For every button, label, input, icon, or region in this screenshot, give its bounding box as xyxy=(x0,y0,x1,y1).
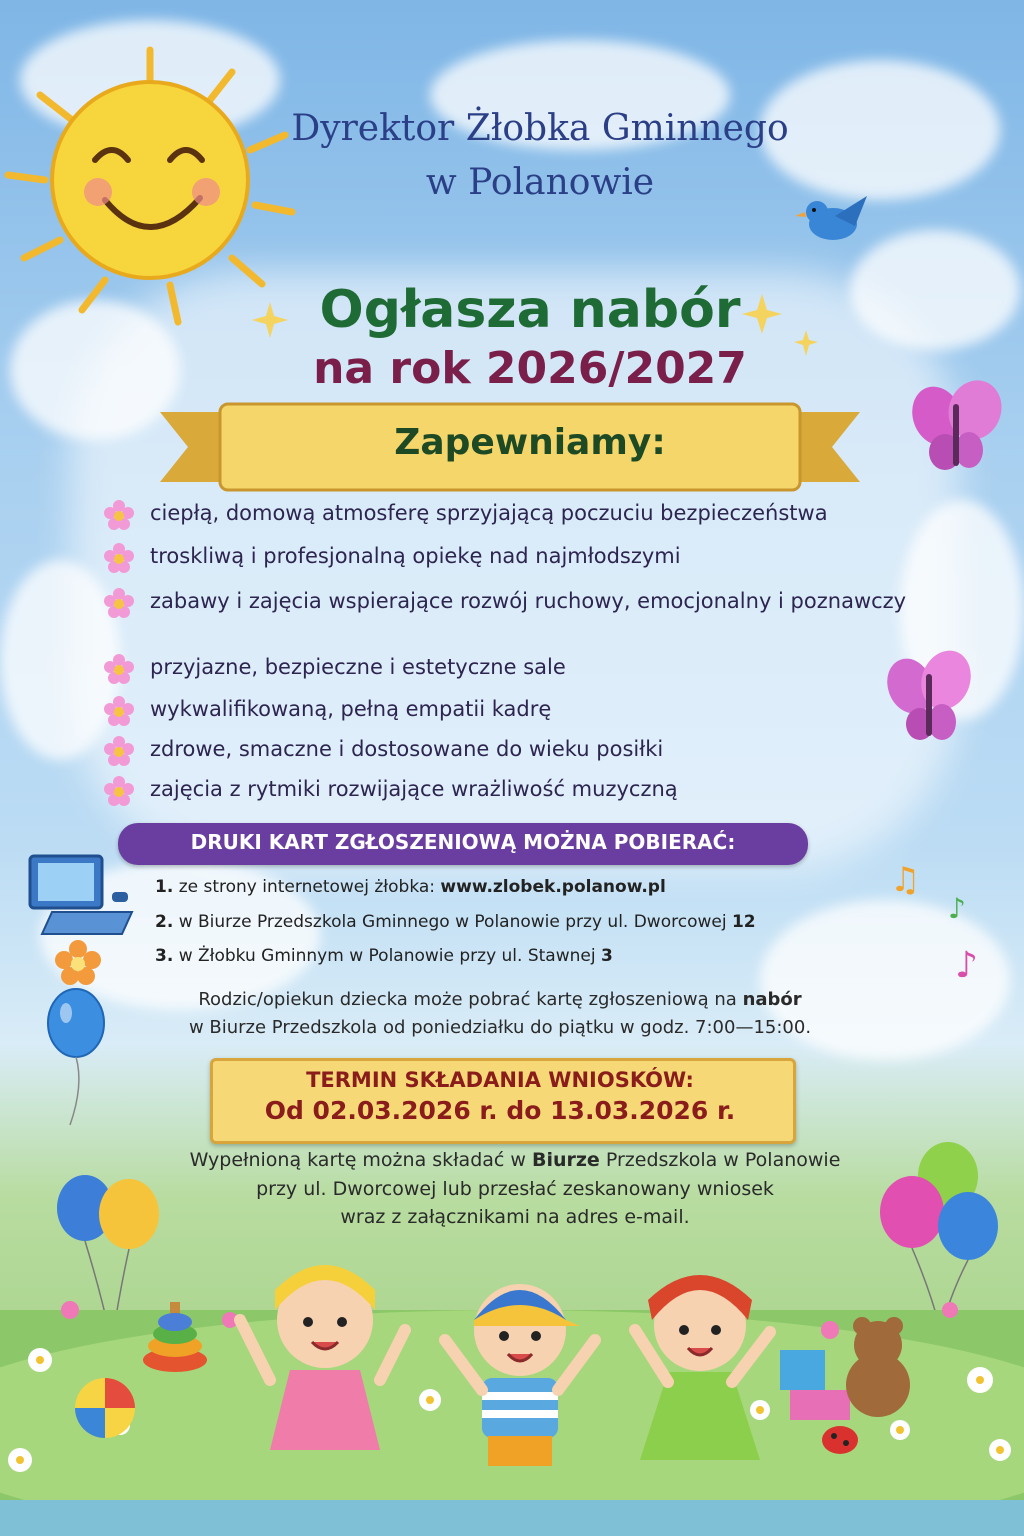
forms-heading: DRUKI KART ZGŁOSZENIOWĄ MOŻNA POBIERAĆ: xyxy=(190,830,736,854)
music-note-icon: ♪ xyxy=(948,892,966,925)
flower-bullet-icon xyxy=(104,500,134,530)
benefit-item: przyjazne, bezpieczne i estetyczne sale xyxy=(150,655,566,679)
info-bold: nabór xyxy=(742,989,802,1010)
info-line2: w Biurze Przedszkola od poniedziałku do piątku w godz. 7:00—15:00. xyxy=(188,1017,812,1038)
forms-item-text: ze strony internetowej żłobka: xyxy=(178,877,441,897)
flower-icon xyxy=(55,940,101,986)
announcement-year: na rok 2026/2027 xyxy=(313,343,747,394)
benefit-item: wykwalifikowaną, pełną empatii kadrę xyxy=(150,697,552,721)
submission-text: Wypełnioną kartę można składać w xyxy=(189,1149,532,1171)
music-note-icon: ♪ xyxy=(955,945,978,986)
deadline-title: TERMIN SKŁADANIA WNIOSKÓW: xyxy=(306,1068,694,1092)
benefit-item: zajęcia z rytmiki rozwijające wrażliwość muzyczną xyxy=(150,777,678,801)
forms-item-bold: 12 xyxy=(731,912,756,932)
forms-item-bold: 3 xyxy=(600,946,613,966)
forms-item-number: 2. xyxy=(155,912,174,932)
announcement-title: Ogłasza nabór xyxy=(319,280,741,340)
ribbon-label: Zapewniamy: xyxy=(394,422,666,463)
header-line2: w Polanowie xyxy=(425,162,655,203)
balloon-icon xyxy=(40,985,120,1135)
forms-item xyxy=(155,912,756,932)
flower-bullet-icon xyxy=(104,543,134,573)
submission-line3: wraz z załącznikami na adres e-mail. xyxy=(340,1206,690,1228)
forms-item-link[interactable]: www.zlobek.polanow.pl xyxy=(440,877,666,897)
submission-bold: Biurze xyxy=(531,1149,600,1171)
submission-text: Przedszkola w Polanowie xyxy=(599,1149,841,1171)
flower-bullet-icon xyxy=(104,736,134,766)
flower-bullet-icon xyxy=(104,654,134,684)
forms-item-number: 3. xyxy=(155,946,174,966)
benefit-item: troskliwą i profesjonalną opiekę nad najmłodszymi xyxy=(150,544,681,568)
computer-icon xyxy=(22,852,142,942)
benefit-item: zabawy i zajęcia wspierające rozwój ruchowy, emocjonalny i poznawczy xyxy=(150,589,907,613)
forms-item xyxy=(155,877,666,897)
music-note-icon: ♫ xyxy=(890,860,921,900)
submission-line1 xyxy=(120,1149,910,1171)
deadline-dates: Od 02.03.2026 r. do 13.03.2026 r. xyxy=(264,1096,736,1125)
children-illustration xyxy=(230,1250,810,1480)
info-line1 xyxy=(110,986,890,1014)
benefit-item: ciepłą, domową atmosferę sprzyjającą poczuciu bezpieczeństwa xyxy=(150,501,828,525)
forms-item xyxy=(155,946,613,966)
forms-item-number: 1. xyxy=(155,877,174,897)
forms-item-text: w Żłobku Gminnym w Polanowie przy ul. Stawnej xyxy=(178,946,601,966)
submission-line2: przy ul. Dworcowej lub przesłać zeskanowany wniosek xyxy=(256,1178,774,1200)
flower-bullet-icon xyxy=(104,776,134,806)
flower-bullet-icon xyxy=(104,588,134,618)
header-line1: Dyrektor Żłobka Gminnego xyxy=(291,108,789,149)
flower-bullet-icon xyxy=(104,696,134,726)
info-text: Rodzic/opiekun dziecka może pobrać kartę zgłoszeniową na xyxy=(198,989,743,1010)
butterfly-icon xyxy=(905,380,1005,480)
benefit-item: zdrowe, smaczne i dostosowane do wieku posiłki xyxy=(150,737,664,761)
forms-item-text: w Biurze Przedszkola Gminnego w Polanowie przy ul. Dworcowej xyxy=(178,912,732,932)
